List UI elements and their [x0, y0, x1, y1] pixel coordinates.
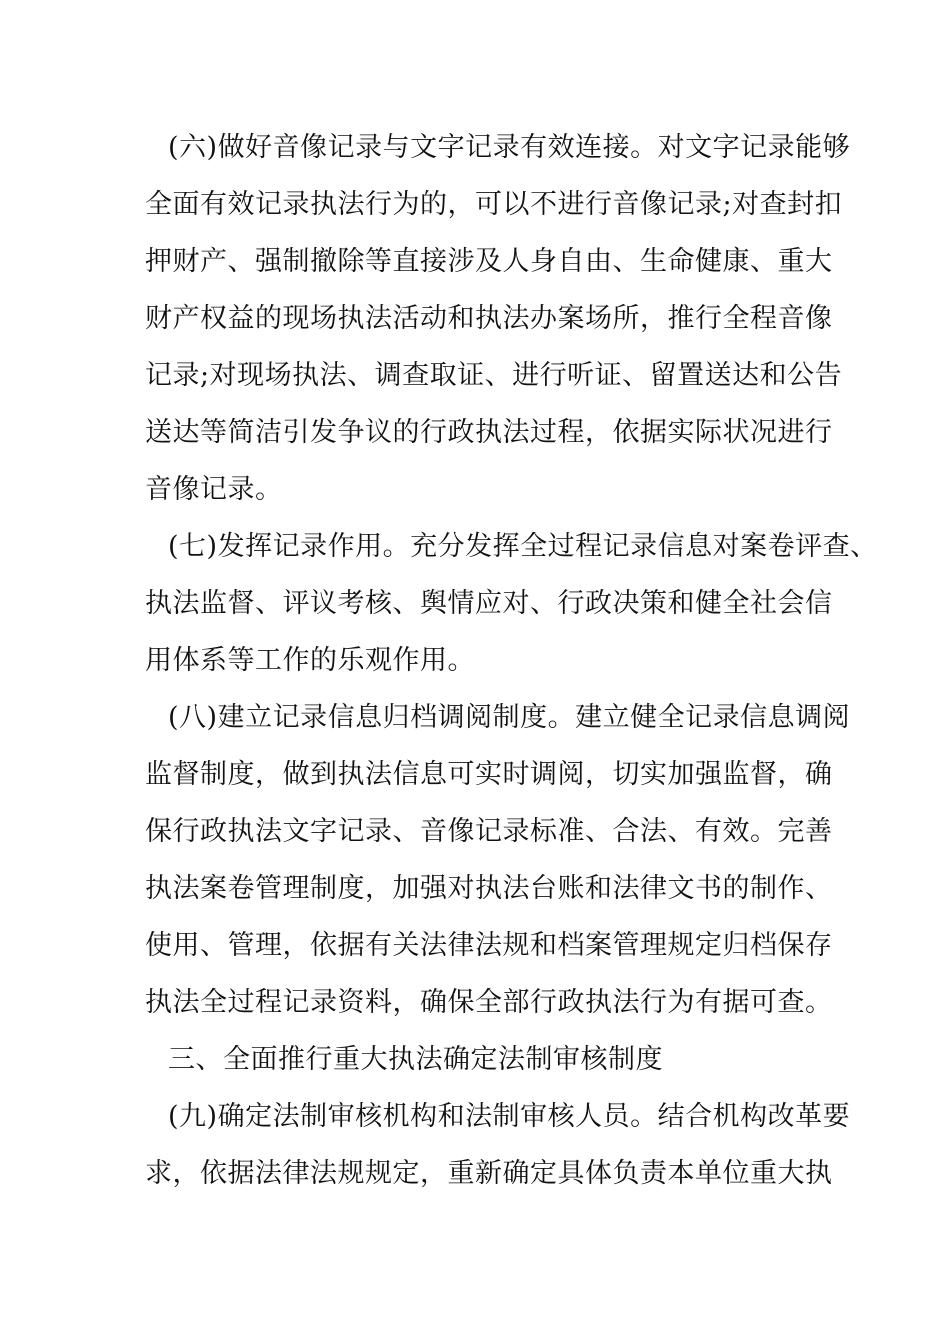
paragraph-7-line-3: 用体系等工作的乐观作用。 [145, 645, 475, 676]
paragraph-8-line-3: 保行政执法文字记录、音像记录标准、合法、有效。完善 [145, 816, 833, 847]
paragraph-6-line-5: 记录;对现场执法、调查取证、进行听证、留置送达和公告 [145, 360, 843, 391]
section-heading-3: 三、全面推行重大执法确定法制审核制度 [168, 1044, 663, 1075]
paragraph-6-line-1: (六)做好音像记录与文字记录有效连接。对文字记录能够 [168, 132, 851, 163]
paragraph-8-line-2: 监督制度，做到执法信息可实时调阅，切实加强监督，确 [145, 759, 833, 790]
paragraph-6-line-4: 财产权益的现场执法活动和执法办案场所，推行全程音像 [145, 303, 833, 334]
paragraph-6-line-7: 音像记录。 [145, 474, 283, 505]
paragraph-9-line-2: 求，依据法律法规规定，重新确定具体负责本单位重大执 [145, 1158, 833, 1189]
paragraph-8-line-4: 执法案卷管理制度，加强对执法台账和法律文书的制作、 [145, 873, 833, 904]
paragraph-8-line-6: 执法全过程记录资料，确保全部行政执法行为有据可查。 [145, 987, 833, 1018]
paragraph-8-line-5: 使用、管理，依据有关法律法规和档案管理规定归档保存 [145, 930, 833, 961]
paragraph-6-line-3: 押财产、强制撤除等直接涉及人身自由、生命健康、重大 [145, 246, 833, 277]
paragraph-9-line-1: (九)确定法制审核机构和法制审核人员。结合机构改革要 [168, 1101, 851, 1132]
paragraph-7-line-1: (七)发挥记录作用。充分发挥全过程记录信息对案卷评查、 [168, 531, 878, 562]
paragraph-7-line-2: 执法监督、评议考核、舆情应对、行政决策和健全社会信 [145, 588, 833, 619]
paragraph-6-line-6: 送达等简洁引发争议的行政执法过程，依据实际状况进行 [145, 417, 833, 448]
paragraph-6-line-2: 全面有效记录执法行为的，可以不进行音像记录;对查封扣 [145, 189, 843, 220]
paragraph-8-line-1: (八)建立记录信息归档调阅制度。建立健全记录信息调阅 [168, 702, 851, 733]
